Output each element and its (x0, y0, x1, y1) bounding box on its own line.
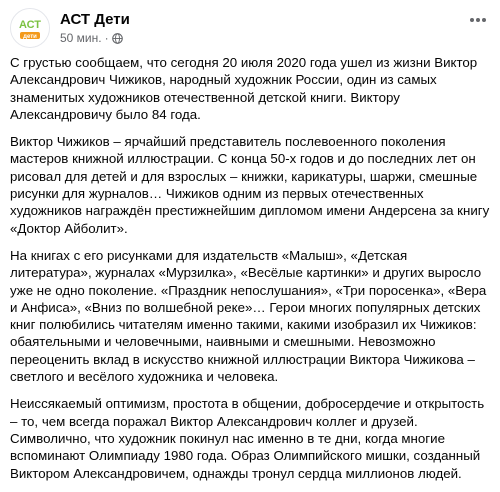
post-paragraph: Виктор Чижиков – ярчайший представитель послевоенного поколения мастеров книжной иллюстрации. С конца 50-х годов и до последних лет он рисовал для детей и для взрослых – книжки, карикатуры, шаржи, смешные рисунки для журналов… Чижиков одним из первых отечественных художников награждён престижнейшим дипломом имени Андерсена за книгу «Доктор Айболит». (10, 134, 490, 236)
page-name-link[interactable]: АСТ Дети (60, 11, 130, 28)
post-body (10, 54, 492, 492)
svg-text:АСТ: АСТ (18, 19, 42, 31)
post-paragraph: С грустью сообщаем, что сегодня 20 июля 2020 года ушел из жизни Виктор Александрович Чижиков, народный художник России, один из самых знаменитых художников отечественной детской книги. Виктору Александровичу было 84 года. (10, 55, 478, 122)
svg-text:дети: дети (23, 34, 37, 40)
post-meta (60, 31, 123, 45)
post-paragraph: Неиссякаемый оптимизм, простота в общении, добросердечие и открытость – то, чем всегда поражал Виктор Александрович коллег и друзей. Символично, что художник покинул нас именно в те дни, когда многие вспоминают Олимпиаду 1980 года. Образ Олимпийского мишки, созданный Виктором Александровичем, однажды тронул сердца миллионов людей. (10, 396, 485, 481)
ellipsis-icon[interactable] (468, 14, 488, 28)
meta-separator: · (104, 31, 109, 45)
post-header (10, 4, 492, 45)
globe-icon (112, 33, 123, 44)
page-avatar[interactable] (10, 8, 50, 48)
post-paragraph: На книгах с его рисунками для издательств «Малыш», «Детская литература», журналах «Мурзилка», «Весёлые картинки» и других выросло уже не одно поколение. «Праздник непослушания», «Три поросенка», «Вера и Анфиса», «Вниз по волшебной реке»… Герои многих популярных детских книг полюбились читателям именно такими, какими изобразил их Чижиков: обаятельными и человечными, наивными и смешными. Невозможно переоценить вклад в искусство книжной иллюстрации Виктора Чижикова – светлого и весёлого художника и человека. (10, 247, 487, 385)
ast-deti-logo-icon (11, 9, 49, 47)
post-time-link[interactable]: 50 мин. (60, 31, 102, 45)
